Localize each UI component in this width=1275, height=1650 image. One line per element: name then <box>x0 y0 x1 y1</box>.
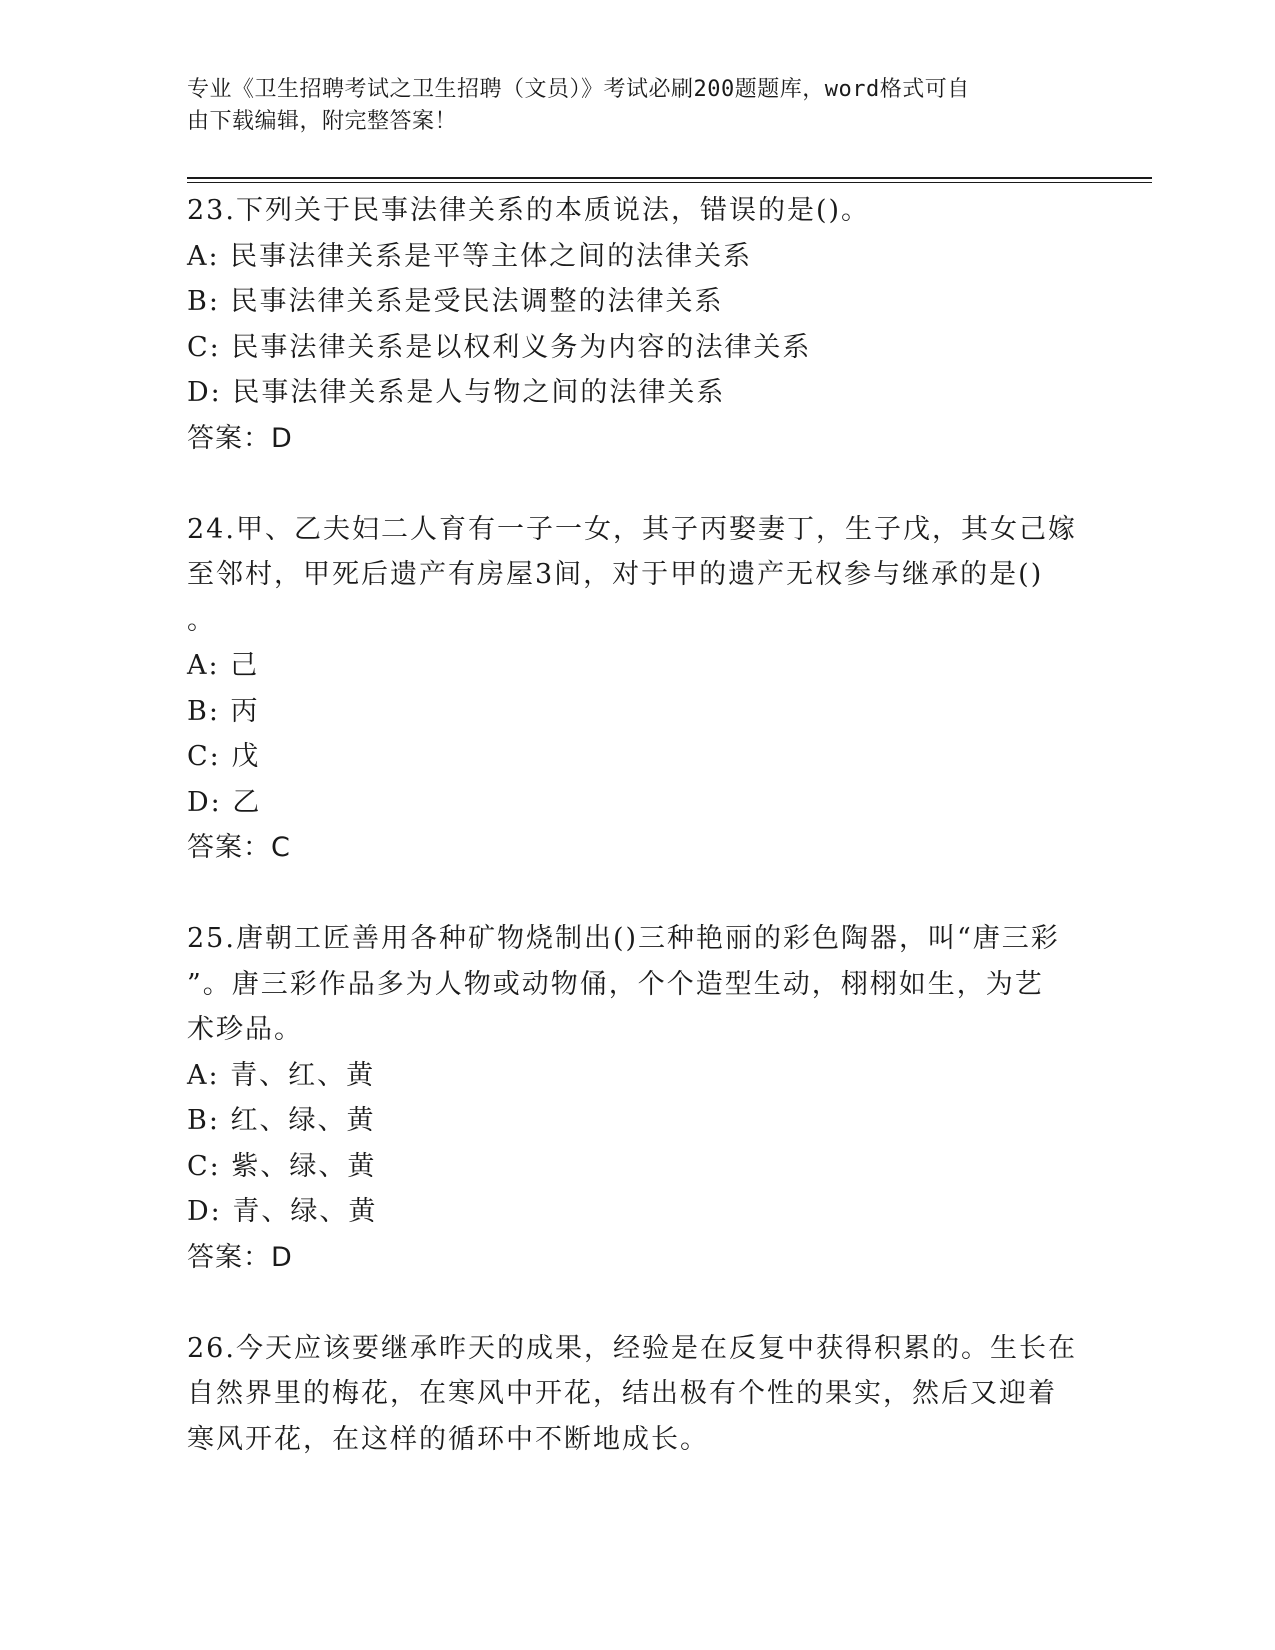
answer-label: 答案：D <box>187 1241 293 1273</box>
question-stem-line: 24.甲、乙夫妇二人育有一子一女，其子丙娶妻丁，生子戊，其女己嫁 <box>187 513 1077 545</box>
spacer <box>187 871 1067 917</box>
option-c: C: 民事法律关系是以权利义务为内容的法律关系 <box>187 331 812 363</box>
option-a: A: 青、红、黄 <box>187 1059 376 1091</box>
question-24 <box>187 507 1077 871</box>
question-23 <box>187 188 1067 461</box>
spacer <box>187 461 1067 507</box>
option-d: D: 乙 <box>187 786 262 818</box>
header-line-2: 由下载编辑，附完整答案！ <box>187 109 458 134</box>
option-b: B: 丙 <box>187 695 260 727</box>
question-stem-line: 23.下列关于民事法律关系的本质说法，错误的是()。 <box>187 195 871 226</box>
question-stem-line: 术珍品。 <box>187 1014 303 1045</box>
question-26 <box>187 1326 1077 1463</box>
option-b: B: 红、绿、黄 <box>187 1105 376 1136</box>
question-stem-line: 寒风开花，在这样的循环中不断地成长。 <box>187 1423 709 1455</box>
question-stem-line: 。 <box>187 604 216 636</box>
question-list <box>187 188 1077 1462</box>
question-25 <box>187 916 1067 1280</box>
question-stem-line: ”。唐三彩作品多为人物或动物俑，个个造型生动，栩栩如生，为艺 <box>187 968 1044 1000</box>
header-line-1: 专业《卫生招聘考试之卫生招聘（文员）》考试必刷200题题库，word格式可自 <box>187 77 970 102</box>
option-c: C: 戊 <box>187 741 261 772</box>
answer-label: 答案：C <box>187 832 291 863</box>
option-d: D: 民事法律关系是人与物之间的法律关系 <box>187 377 726 408</box>
option-a: A: 民事法律关系是平等主体之间的法律关系 <box>187 240 753 272</box>
question-stem-line: 自然界里的梅花，在寒风中开花，结出极有个性的果实，然后又迎着 <box>187 1378 1057 1409</box>
option-b: B: 民事法律关系是受民法调整的法律关系 <box>187 286 724 317</box>
option-c: C: 紫、绿、黄 <box>187 1150 377 1182</box>
header-divider-thin <box>187 182 1152 183</box>
header-divider-thick <box>187 177 1152 179</box>
spacer <box>187 1280 1067 1326</box>
answer-label: 答案：D <box>187 422 293 454</box>
option-a: A: 己 <box>187 650 260 681</box>
document-header <box>187 74 1067 138</box>
question-stem-line: 25.唐朝工匠善用各种矿物烧制出()三种艳丽的彩色陶器，叫“唐三彩 <box>187 923 1060 954</box>
question-stem-line: 至邻村，甲死后遗产有房屋3间，对于甲的遗产无权参与继承的是() <box>187 559 1044 590</box>
option-d: D: 青、绿、黄 <box>187 1196 378 1227</box>
question-stem-line: 26.今天应该要继承昨天的成果，经验是在反复中获得积累的。生长在 <box>187 1332 1077 1364</box>
